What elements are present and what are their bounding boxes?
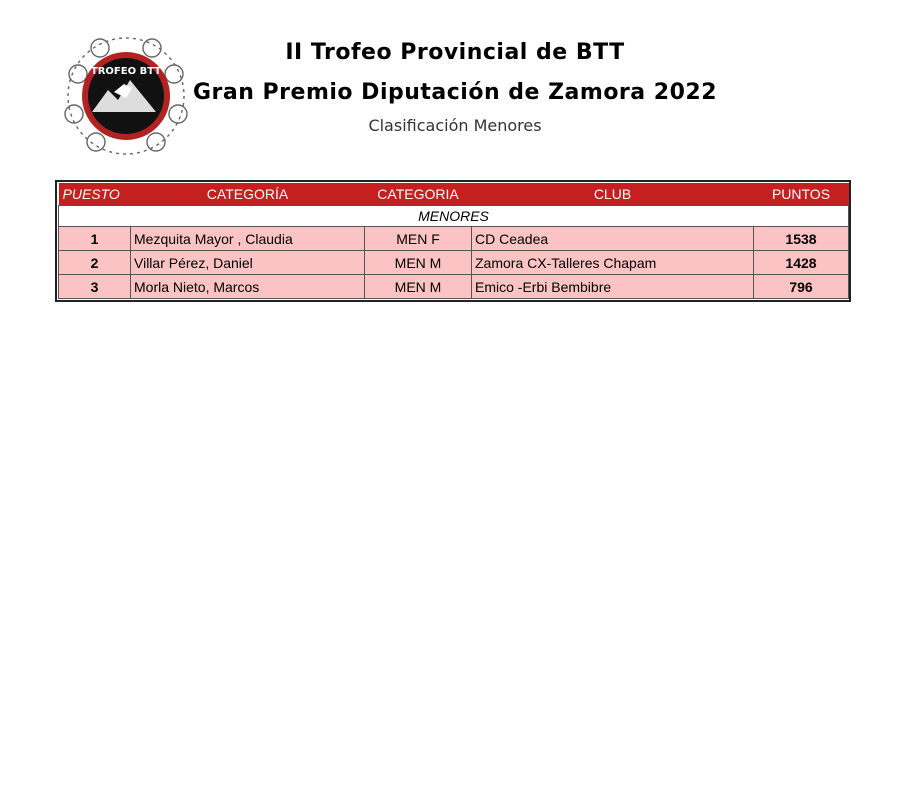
column-header-puesto: PUESTO <box>59 183 131 206</box>
cell-puesto: 3 <box>59 275 131 299</box>
table-row <box>59 251 849 275</box>
cell-nombre: Mezquita Mayor , Claudia <box>131 227 365 251</box>
cell-categoria: MEN M <box>365 251 472 275</box>
column-header-puntos: PUNTOS <box>754 183 849 206</box>
page-subtitle: Clasificación Menores <box>368 116 542 135</box>
table-row <box>59 275 849 299</box>
cell-puntos: 796 <box>754 275 849 299</box>
table-header-row <box>59 183 849 206</box>
cell-club: Zamora CX-Talleres Chapam <box>472 251 754 275</box>
cell-nombre: Villar Pérez, Daniel <box>131 251 365 275</box>
table-row <box>59 227 849 251</box>
column-header-categoria-2: CATEGORIA <box>365 183 472 206</box>
cell-categoria: MEN M <box>365 275 472 299</box>
cell-club: CD Ceadea <box>472 227 754 251</box>
cell-club: Emico -Erbi Bembibre <box>472 275 754 299</box>
logo-text: TROFEO BTT <box>90 66 162 77</box>
cell-puntos: 1538 <box>754 227 849 251</box>
cell-puesto: 1 <box>59 227 131 251</box>
cell-puesto: 2 <box>59 251 131 275</box>
cell-puntos: 1428 <box>754 251 849 275</box>
group-label: MENORES <box>59 206 849 227</box>
column-header-club: CLUB <box>472 183 754 206</box>
column-header-categoria: CATEGORÍA <box>131 183 365 206</box>
page-title: II Trofeo Provincial de BTT <box>285 40 625 65</box>
cell-categoria: MEN F <box>365 227 472 251</box>
cell-nombre: Morla Nieto, Marcos <box>131 275 365 299</box>
page-title-secondary: Gran Premio Diputación de Zamora 2022 <box>192 80 718 105</box>
group-row <box>59 206 849 227</box>
results-table <box>55 180 851 302</box>
